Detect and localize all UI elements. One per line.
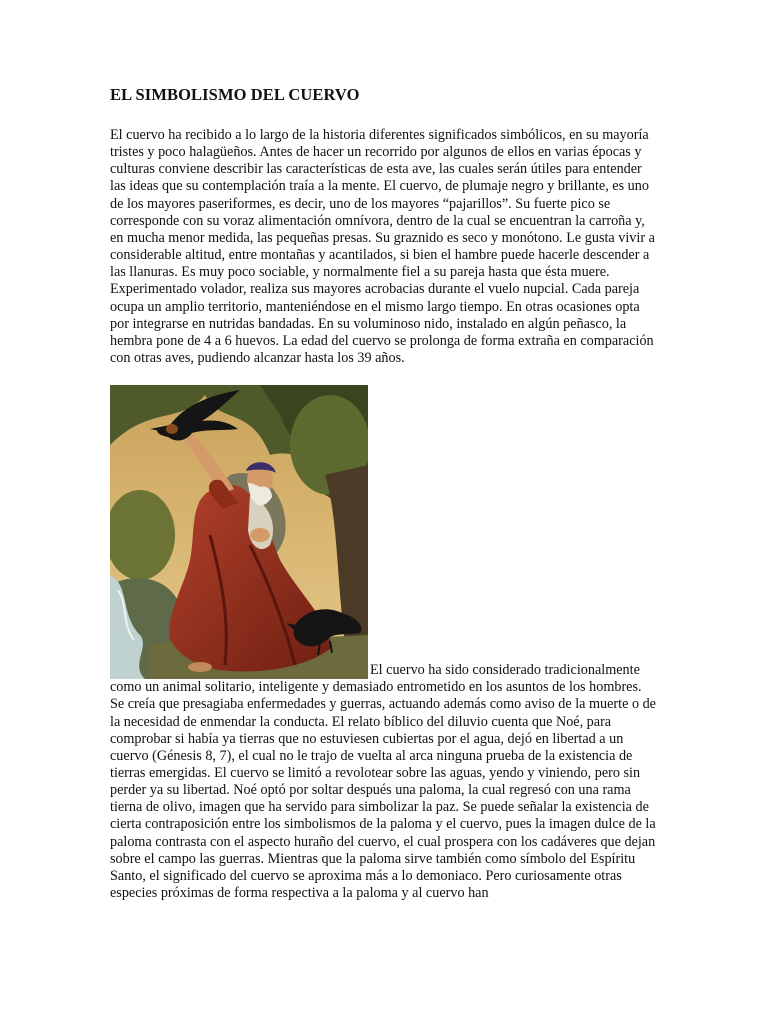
paragraph-symbolism (110, 385, 658, 902)
paragraph-intro: El cuervo ha recibido a lo largo de la historia diferentes significados simbólicos, en su mayoría tristes y poco halagüeños. Antes de hacer un recorrido por algunos de ellos en varias épocas y culturas conviene describir las características de esta ave, las cuales serán útiles para entender las ideas que su contemplación traía a la mente. El cuervo, de plumaje negro y brillante, es uno de los mayores paseriformes, es decir, uno de los mayores “pajarillos”. Su fuerte pico se corresponde con su voraz alimentación omnívora, dentro de la cual se encuentran la carroña y, en mucha menor medida, las pequeñas presas. Su graznido es seco y monótono. Le gusta vivir a considerable altitud, entre montañas y acantilados, si bien el hambre puede hacerle descender a las llanuras. Es muy poco sociable, y normalmente fiel a su pareja hasta que ésta muere. Experimentado volador, realiza sus mayores acrobacias durante el vuelo nupcial. Cada pareja ocupa un amplio territorio, manteniéndose en el mismo largo tiempo. En otras ocasiones opta por integrarse en nutridas bandadas. En su voluminoso nido, instalado en algún peñasco, la hembra pone de 4 a 6 huevos. La edad del cuervo se prolonga de forma extraña en comparación con otras aves, pudiendo alcanzar hasta los 39 años. (110, 127, 655, 367)
illustration-svg (110, 385, 368, 679)
elijah-raven-illustration (110, 385, 368, 679)
document-title: EL SIMBOLISMO DEL CUERVO (110, 85, 360, 104)
paragraph-symbolism-text: El cuervo ha sido considerado tradicionalmente como un animal solitario, inteligente y demasiado entrometido en los asuntos de los hombres. Se creía que presagiaba enfermedades y guerras, actuando además como aviso de la muerte o de la necesidad de enmendar la conducta. El relato bíblico del diluvio cuenta que Noé, para comprobar si había ya tierras que no estuviesen cubiertas por el agua, dejó en libertad a un cuervo (Génesis 8, 7), el cual no le trajo de vuelta al arca ninguna prueba de la existencia de tierras emergidas. El cuervo se limitó a revolotear sobre las aguas, yendo y viniendo, pero sin perder ya su libertad. Noé optó por soltar después una paloma, la cual regresó con una rama tierna de olivo, imagen que ha servido para simbolizar la paz. Se puede señalar la existencia de cierta contraposición entre los simbolismos de la paloma y el cuervo, pues la imagen dulce de la paloma contrasta con el aspecto huraño del cuervo, el cual prospera con los cadáveres que dejan sobre el campo las guerras. Mientras que la paloma sirve también como símbolo del Espíritu Santo, el significado del cuervo se aproxima más a lo demoniaco. Pero curiosamente otras especies próximas de forma respectiva a la paloma y al cuervo han (110, 662, 656, 902)
document-body (110, 84, 658, 902)
